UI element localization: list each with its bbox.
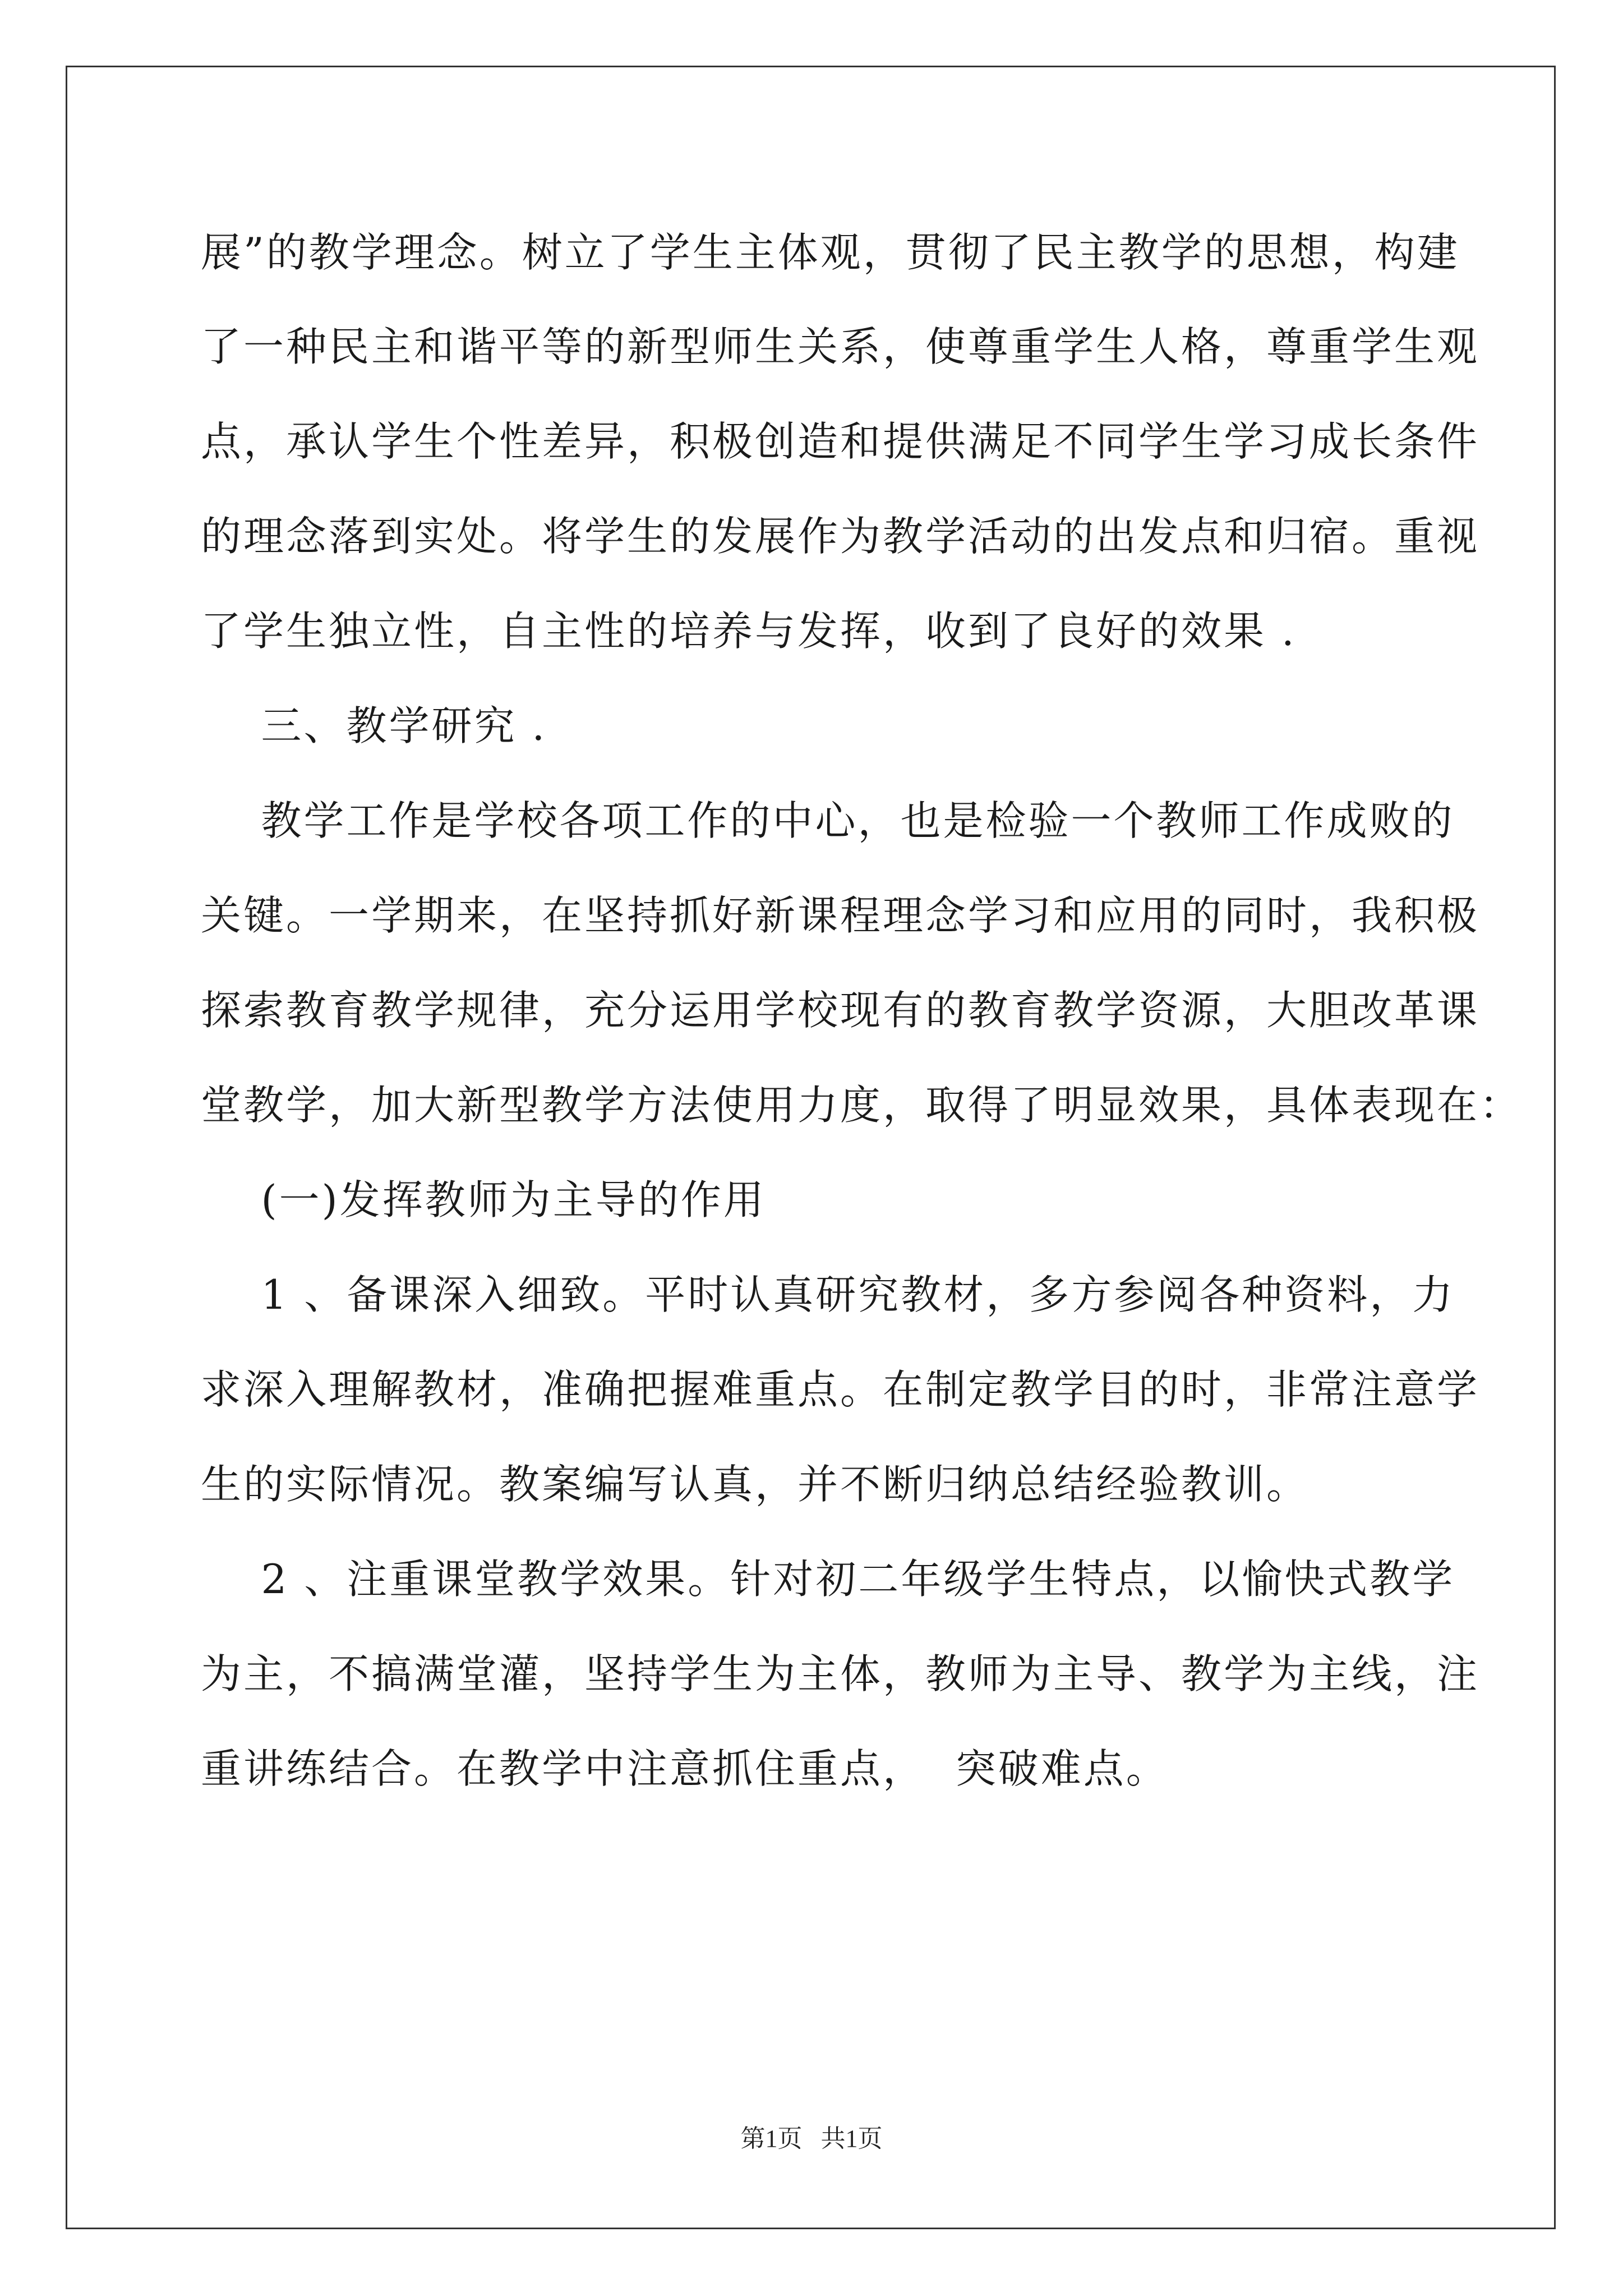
section-heading: 三、教学研究 . (201, 702, 547, 749)
text-line: 教学工作是学校各项工作的中心，也是检验一个教师工作成败的 (201, 797, 1455, 844)
text-line: 展”的教学理念。树立了学生主体观，贯彻了民主教学的思想，构建 (201, 229, 1460, 276)
text-line: 堂教学，加大新型教学方法使用力度，取得了明显效果，具体表现在： (201, 1082, 1523, 1129)
subsection-heading: (一)发挥教师为主导的作用 (201, 1176, 766, 1223)
text-line: 点，承认学生个性差异，积极创造和提供满足不同学生学习成长条件 (201, 418, 1480, 465)
text-line: 了一种民主和谐平等的新型师生关系，使尊重学生人格，尊重学生观 (201, 323, 1480, 370)
text-line: 为主，不搞满堂灌，坚持学生为主体，教师为主导、教学为主线，注 (201, 1650, 1480, 1697)
text-line: 了学生独立性，自主性的培养与发挥，收到了良好的效果 . (201, 608, 1297, 655)
text-line: 生的实际情况。教案编写认真，并不断归纳总结经验教训。 (201, 1461, 1310, 1508)
text-line: 求深入理解教材，准确把握难重点。在制定教学目的时，非常注意学 (201, 1366, 1480, 1413)
text-line: 关键。一学期来，在坚持抓好新课程理念学习和应用的同时，我积极 (201, 892, 1480, 939)
page-border (66, 66, 1556, 2229)
text-line: 1 、备课深入细致。平时认真研究教材，多方参阅各种资料，力 (201, 1271, 1455, 1318)
text-line: 重讲练结合。在教学中注意抓住重点， 突破难点。 (201, 1745, 1169, 1792)
text-line: 2 、注重课堂教学效果。针对初二年级学生特点，以愉快式教学 (201, 1556, 1455, 1603)
text-line: 的理念落到实处。将学生的发展作为教学活动的出发点和归宿。重视 (201, 513, 1480, 560)
page-number-footer: 第1页 共1页 (740, 2125, 883, 2152)
text-line: 探索教育教学规律，充分运用学校现有的教育教学资源，大胆改革课 (201, 987, 1480, 1034)
